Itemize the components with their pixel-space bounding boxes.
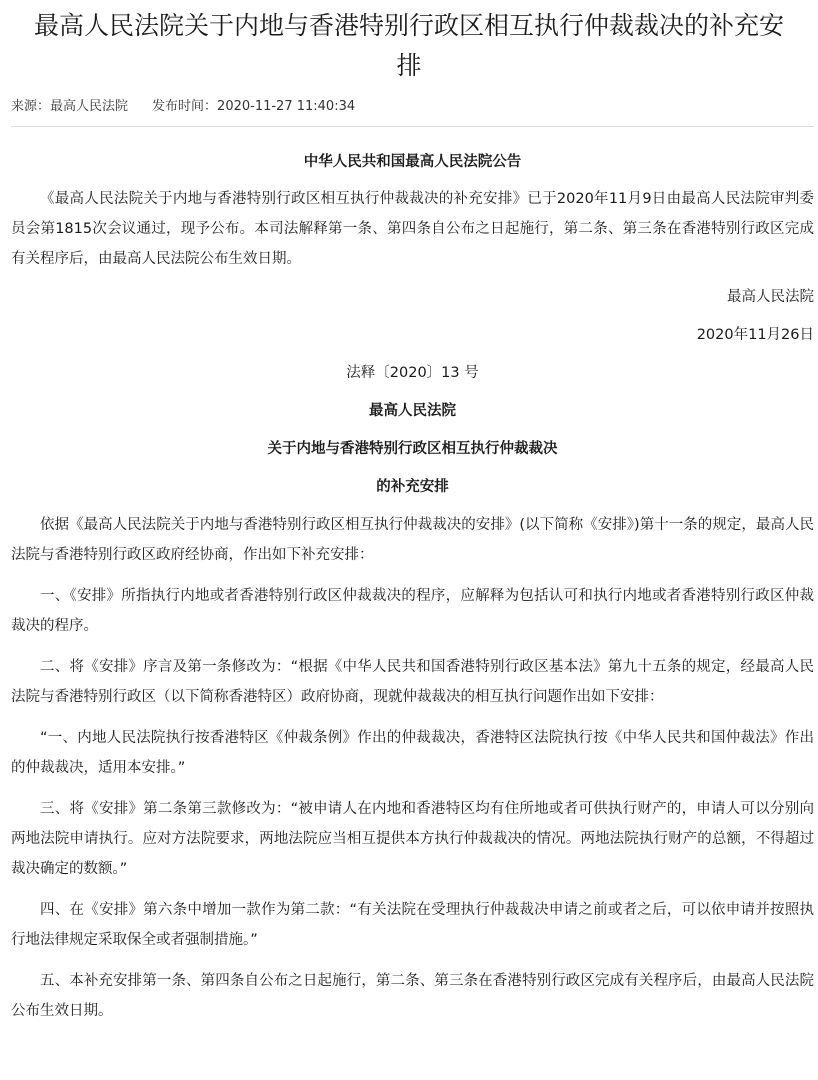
doc-number: 法释〔2020〕13 号 [346,365,479,381]
source-value[interactable]: 最高人民法院 [50,99,129,114]
notice-signer: 最高人民法院 [727,289,814,305]
article-title: 最高人民法院关于内地与香港特别行政区相互执行仲裁裁决的补充安排 [33,11,784,80]
doc-paragraph: 一、《安排》所指执行内地或者香港特别行政区仲裁裁决的程序，应解释为包括认可和执行内地或者香港特别行政区仲裁裁决的程序。 [11,588,814,634]
doc-paragraph: “一、内地人民法院执行按香港特区《仲裁条例》作出的仲裁裁决，香港特区法院执行按《中华人民共和国仲裁法》作出的仲裁裁决，适用本安排。” [11,730,814,776]
meta-divider [11,126,814,127]
notice-date: 2020年11月26日 [696,327,814,343]
doc-title-line-1: 最高人民法院 [369,403,456,419]
doc-paragraph: 依据《最高人民法院关于内地与香港特别行政区相互执行仲裁裁决的安排》(以下简称《安排》)第十一条的规定，最高人民法院与香港特别行政区政府经协商，作出如下补充安排： [11,517,814,563]
doc-paragraph: 五、本补充安排第一条、第四条自公布之日起施行，第二条、第三条在香港特别行政区完成有关程序后，由最高人民法院公布生效日期。 [11,973,814,1019]
doc-paragraph: 二、将《安排》序言及第一条修改为：“根据《中华人民共和国香港特别行政区基本法》第九十五条的规定，经最高人民法院与香港特别行政区（以下简称香港特区）政府协商，现就仲裁裁决的相互执行问题作出如下安排： [11,659,814,705]
notice-heading: 中华人民共和国最高人民法院公告 [303,154,522,170]
doc-paragraph: 三、将《安排》第二条第三款修改为：“被申请人在内地和香港特区均有住所地或者可供执行财产的，申请人可以分别向两地法院申请执行。应对方法院要求，两地法院应当相互提供本方执行仲裁裁决的情况。两地法院执行财产的总额，不得超过裁决确定的数额。” [11,801,814,877]
published-label: 发布时间： [152,99,218,114]
doc-title-line-2: 关于内地与香港特别行政区相互执行仲裁裁决 [267,441,558,457]
article-body [11,147,814,1026]
doc-title-line-3: 的补充安排 [376,479,449,495]
doc-paragraph: 四、在《安排》第六条中增加一款作为第二款：“有关法院在受理执行仲裁裁决申请之前或者之后，可以依申请并按照执行地法律规定采取保全或者强制措施。” [11,902,814,948]
published-value: 2020-11-27 11:40:34 [217,99,356,114]
source-label: 来源： [11,99,51,114]
notice-text: 《最高人民法院关于内地与香港特别行政区相互执行仲裁裁决的补充安排》已于2020年11月9日由最高人民法院审判委员会第1815次会议通过，现予公布。本司法解释第一条、第四条自公布之日起施行，第二条、第三条在香港特别行政区完成有关程序后，由最高人民法院公布生效日期。 [11,191,814,267]
article-meta [11,96,355,118]
